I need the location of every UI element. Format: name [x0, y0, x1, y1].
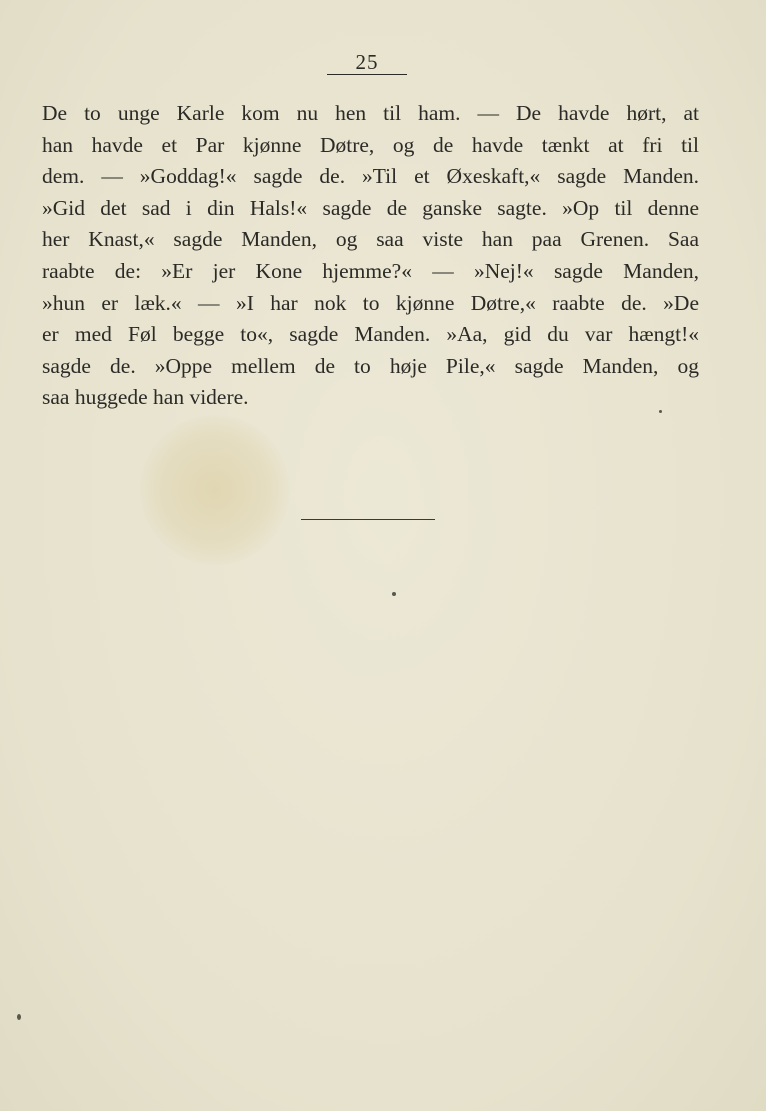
text-line: sagde de. »Oppe mellem de to høje Pile,« sagde Manden, og	[42, 353, 699, 378]
page-number: 25	[355, 50, 379, 74]
body-text	[42, 98, 699, 414]
paper-speck	[659, 410, 662, 413]
text-line: De to unge Karle kom nu hen til ham. — De havde hørt, at	[42, 101, 699, 125]
page-number-underline	[327, 74, 407, 75]
text-line: han havde et Par kjønne Døtre, og de havde tænkt at fri til	[42, 132, 699, 157]
paper-stain	[140, 415, 290, 565]
paper-speck	[17, 1014, 21, 1020]
text-line: dem. — »Goddag!« sagde de. »Til et Øxeskaft,« sagde Manden.	[42, 164, 699, 189]
text-line: saa huggede han videre.	[42, 385, 249, 410]
text-line: »Gid det sad i din Hals!« sagde de ganske sagte. »Op til denne	[42, 195, 699, 220]
text-line: raabte de: »Er jer Kone hjemme?« — »Nej!« sagde Manden,	[42, 258, 699, 283]
text-line: »hun er læk.« — »I har nok to kjønne Døtre,« raabte de. »De	[42, 290, 699, 315]
page-number-header	[327, 50, 407, 74]
section-end-rule	[301, 519, 435, 520]
text-line: er med Føl begge to«, sagde Manden. »Aa, gid du var hængt!«	[42, 322, 699, 347]
text-line: her Knast,« sagde Manden, og saa viste han paa Grenen. Saa	[42, 227, 699, 252]
paper-speck	[392, 592, 396, 596]
